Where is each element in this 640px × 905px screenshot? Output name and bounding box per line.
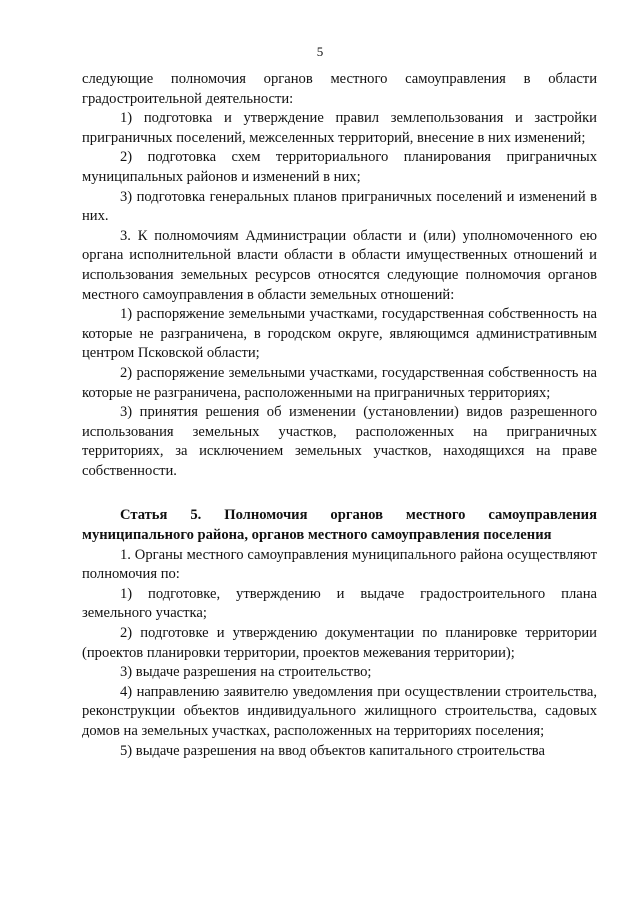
- paragraph: 2) подготовка схем территориального планирования приграничных муниципальных районов и изменений в них;: [82, 149, 597, 185]
- paragraph: 1. Органы местного самоуправления муниципального района осуществляют полномочия по:: [82, 546, 597, 583]
- paragraph: 3) принятия решения об изменении (установлении) видов разрешенного использования земельных участков, расположенных на приграничных территориях, за исключением земельных участков, находящихся на праве собственности.: [82, 404, 597, 479]
- article-heading: Статья 5. Полномочия органов местного самоуправления муниципального района, органов местного самоуправления поселения: [82, 507, 597, 544]
- paragraph: 1) подготовка и утверждение правил землепользования и застройки приграничных поселений, межселенных территорий, внесение в них изменений;: [82, 110, 597, 146]
- paragraph: 3. К полномочиям Администрации области и (или) уполномоченного ею органа исполнительной власти области в области имущественных отношений и использования земельных ресурсов относятся следующие полномочия органов местного самоуправления в области земельных отношений:: [82, 227, 597, 303]
- paragraph: 1) распоряжение земельными участками, государственная собственность на которые не разграничена, в городском округе, являющимся административным центром Псковской области;: [82, 306, 597, 362]
- paragraph: следующие полномочия органов местного самоуправления в области градостроительной деятельности:: [82, 71, 597, 107]
- paragraph: 3) подготовка генеральных планов приграничных поселений и изменений в них.: [82, 188, 597, 225]
- paragraph: 5) выдаче разрешения на ввод объектов капитального строительства: [120, 742, 545, 759]
- document-body: [82, 70, 597, 761]
- page-number: 5: [316, 44, 324, 59]
- paragraph: 2) распоряжение земельными участками, государственная собственность на которые не разграничена, расположенными на приграничных территориях;: [82, 364, 597, 401]
- paragraph: 4) направлению заявителю уведомления при осуществлении строительства, реконструкции объектов индивидуального жилищного строительства, садовых домов на земельных участках, расположенных на территориях поселения;: [82, 683, 597, 739]
- paragraph: 2) подготовке и утверждению документации по планировке территории (проектов планировки территории, проектов межевания территории);: [82, 625, 597, 661]
- paragraph: 3) выдаче разрешения на строительство;: [120, 664, 372, 681]
- paragraph: 1) подготовке, утверждению и выдаче градостроительного плана земельного участка;: [82, 585, 597, 622]
